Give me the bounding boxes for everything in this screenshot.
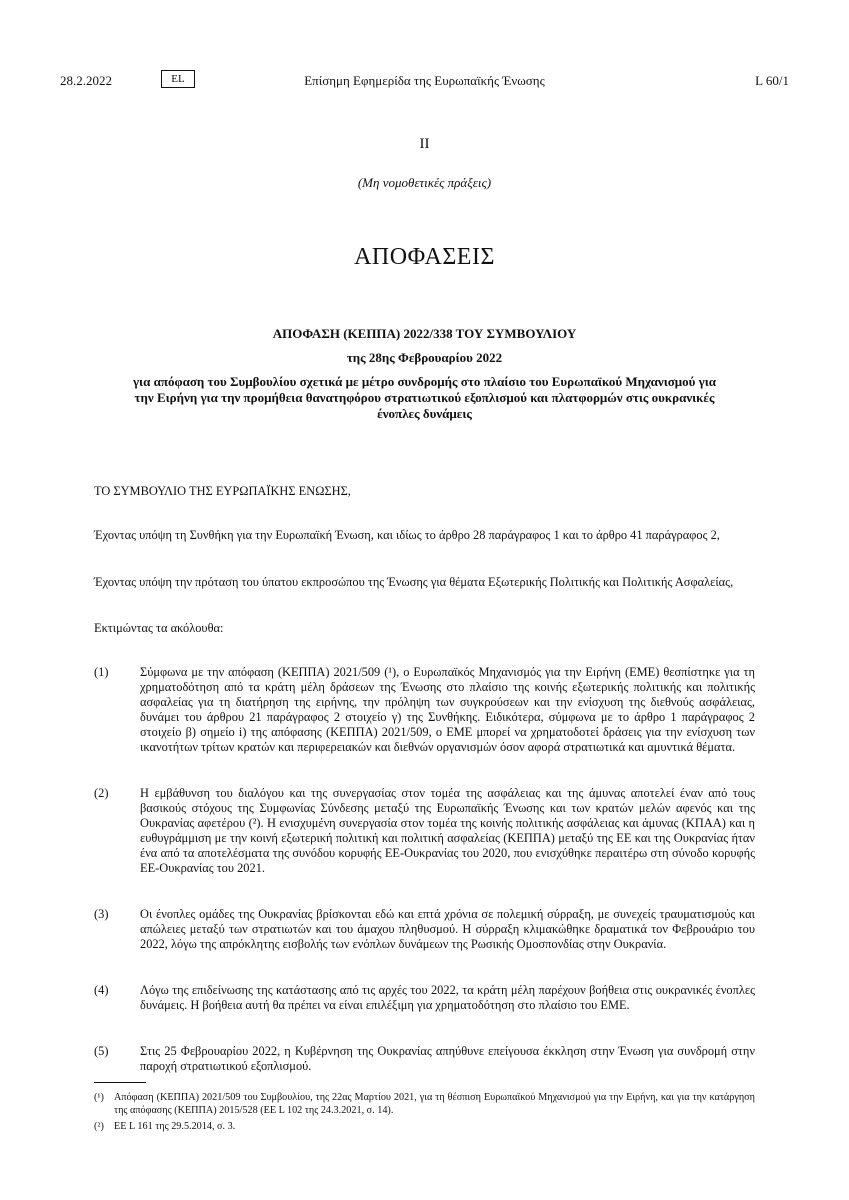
recital-number: (4) bbox=[94, 983, 109, 997]
recital-text: Η εμβάθυνση του διαλόγου και της συνεργασίας στον τομέα της ασφάλειας και της άμυνας αποτελεί έναν από τους βασικούς στόχους της Συμφωνίας Σύνδεσης μεταξύ της Ευρωπαϊκής Ένωσης και των κρατών μελών αφενός και της Ουκρανίας αφετέρου (²). Η ενισχυμένη συνεργασία στον τομέα της κοινής πολιτικής ασφάλειας και άμυνας (ΚΠΑΑ) και η ευθυγράμμιση με την κοινή εξωτερική πολιτική και πολιτική ασφαλείας (ΚΕΠΠΑ) μεταξύ της ΕΕ και της Ουκρανίας ήταν ένα από τα αποτελέσματα της συνόδου κορυφής ΕΕ-Ουκρανίας του 2020, που ενισχύθηκε περαιτέρω στη σύνοδο κορυφής ΕΕ-Ουκρανίας του 2021. bbox=[140, 786, 755, 875]
section-heading: ΑΠΟΦΑΣΕΙΣ bbox=[354, 244, 495, 270]
recital bbox=[94, 907, 755, 952]
preamble-having-proposal: Έχοντας υπόψη την πρόταση του ύπατου εκπροσώπου της Ένωσης για θέματα Εξωτερικής Πολιτικής και Πολιτικής Ασφαλείας, bbox=[94, 575, 734, 589]
recital bbox=[94, 786, 755, 876]
journal-header bbox=[60, 70, 789, 90]
footnote-text: Απόφαση (ΚΕΠΠΑ) 2021/509 του Συμβουλίου, της 22ας Μαρτίου 2021, για τη θέσπιση Ευρωπαϊκού Μηχανισμού για την Ειρήνη, και για την κατάργηση της απόφασης (ΚΕΠΠΑ) 2015/528 (ΕΕ L 102 της 24.3.2021, σ. 14). bbox=[114, 1092, 755, 1116]
footnote-text: ΕΕ L 161 της 29.5.2014, σ. 3. bbox=[114, 1121, 236, 1132]
preamble-having-treaty: Έχοντας υπόψη τη Συνθήκη για την Ευρωπαϊκή Ένωση, και ιδίως το άρθρο 28 παράγραφος 1 και το άρθρο 41 παράγραφος 2, bbox=[94, 528, 720, 542]
section-number: II bbox=[419, 136, 430, 152]
footnote-marker: (²) bbox=[94, 1121, 104, 1132]
recital-text: Οι ένοπλες ομάδες της Ουκρανίας βρίσκονται εδώ και επτά χρόνια σε πολεμική σύρραξη, με συνεχείς τραυματισμούς και απώλειες μεταξύ των στρατιωτών και του άμαχου πληθυσμού. Η σύρραξη κλιμακώθηκε δραματικά τον Φεβρουάριο του 2022, λόγω της απρόκλητης εισβολής των ενόπλων δυνάμεων της Ρωσικής Ομοσπονδίας στην Ουκρανία. bbox=[140, 907, 755, 951]
recital-number: (3) bbox=[94, 907, 109, 921]
preamble-whereas: Εκτιμώντας τα ακόλουθα: bbox=[94, 621, 224, 635]
publication-date: 28.2.2022 bbox=[60, 73, 112, 88]
recital-text: Σύμφωνα με την απόφαση (ΚΕΠΠΑ) 2021/509 (¹), ο Ευρωπαϊκός Μηχανισμός για την Ειρήνη (ΕΜΕ) θεσπίστηκε για τη χρηματοδότηση από τα κράτη μέλη δράσεων της Ένωσης στο πλαίσιο της κοινής εξωτερικής πολιτικής και πολιτικής ασφαλείας για τη διατήρηση της ειρήνης, την πρόληψη των συγκρούσεων και την ενίσχυση της διεθνούς ασφάλειας, δυνάμει του άρθρου 21 παράγραφος 2 στοιχείο γ) της Συνθήκης. Ειδικότερα, σύμφωνα με το άρθρο 1 παράγραφος 2 στοιχείο β) σημείο i) της απόφασης (ΚΕΠΠΑ) 2021/509, ο ΕΜΕ μπορεί να χρηματοδοτεί δράσεις για την ενίσχυση των ικανοτήτων τρίτων κρατών και περιφερειακών και διεθνών οργανισμών όσον αφορά στρατιωτικά και αμυντικά θέματα. bbox=[140, 665, 755, 754]
footnote-separator bbox=[94, 1082, 146, 1083]
recital-number: (2) bbox=[94, 786, 109, 800]
decision-date: της 28ης Φεβρουαρίου 2022 bbox=[346, 350, 503, 365]
journal-title: Επίσημη Εφημερίδα της Ευρωπαϊκής Ένωσης bbox=[304, 73, 545, 88]
section-subtitle: (Μη νομοθετικές πράξεις) bbox=[357, 175, 492, 190]
recital-text: Στις 25 Φεβρουαρίου 2022, η Κυβέρνηση της Ουκρανίας απηύθυνε επείγουσα έκκληση στην Ένωση για συνδρομή στην παροχή στρατιωτικού εξοπλισμού. bbox=[140, 1044, 755, 1073]
recital bbox=[94, 1044, 755, 1074]
recital-text: Λόγω της επιδείνωσης της κατάστασης από τις αρχές του 2022, τα κράτη μέλη παρέχουν βοήθεια στις ουκρανικές ένοπλες δυνάμεις. Η βοήθεια αυτή θα πρέπει να είναι επιλέξιμη για χρηματοδότηση στο πλαίσιο του ΕΜΕ. bbox=[140, 983, 755, 1012]
footnote bbox=[94, 1120, 755, 1133]
footnote bbox=[94, 1091, 755, 1117]
decision-subject: για απόφαση του Συμβουλίου σχετικά με μέτρο συνδρομής στο πλαίσιο του Ευρωπαϊκού Μηχανισμού για την Ειρήνη για την προμήθεια θανατηφόρου στρατιωτικού εξοπλισμού και πλατφορμών στις ουκρανικές ένοπλες δυνάμεις bbox=[132, 374, 717, 421]
recital bbox=[94, 665, 755, 755]
language-badge: EL bbox=[161, 70, 195, 88]
recital-number: (5) bbox=[94, 1044, 109, 1058]
decision-title: ΑΠΟΦΑΣΗ (ΚΕΠΠΑ) 2022/338 ΤΟΥ ΣΥΜΒΟΥΛΙΟΥ bbox=[272, 326, 577, 341]
preamble-council: ΤΟ ΣΥΜΒΟΥΛΙΟ ΤΗΣ ΕΥΡΩΠΑΪΚΗΣ ΕΝΩΣΗΣ, bbox=[94, 484, 351, 498]
recital bbox=[94, 983, 755, 1013]
footnote-marker: (¹) bbox=[94, 1092, 104, 1103]
recital-number: (1) bbox=[94, 665, 109, 679]
page-reference: L 60/1 bbox=[755, 73, 789, 88]
